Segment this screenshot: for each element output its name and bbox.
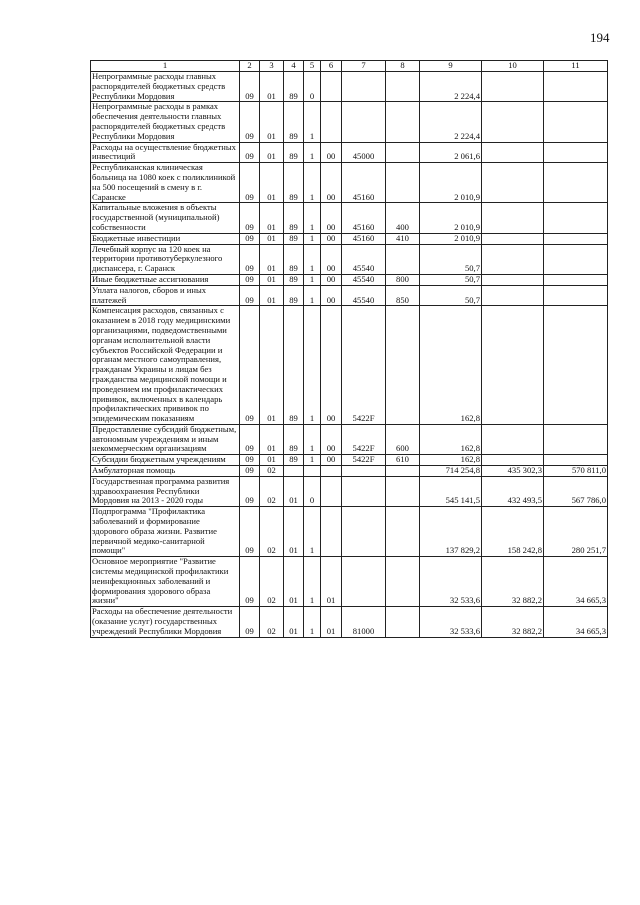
col3-cell: 01: [260, 72, 284, 102]
col2-cell: 09: [240, 142, 260, 163]
col6-cell: 00: [321, 306, 342, 425]
col9-value: 545 141,5: [420, 476, 482, 506]
header-cell: 4: [284, 61, 304, 72]
col8-cell: 800: [386, 274, 420, 285]
col2-cell: 09: [240, 72, 260, 102]
col3-cell: 02: [260, 607, 284, 637]
col9-value: 2 061,6: [420, 142, 482, 163]
col3-cell: 01: [260, 274, 284, 285]
col4-cell: 89: [284, 72, 304, 102]
col8-cell: 600: [386, 424, 420, 454]
col9-value: 50,7: [420, 274, 482, 285]
col6-cell: [321, 507, 342, 557]
col3-cell: 01: [260, 163, 284, 203]
col7-cell: 5422F: [342, 424, 386, 454]
col5-cell: 1: [304, 244, 321, 274]
col2-cell: 09: [240, 507, 260, 557]
table-row: [91, 424, 608, 454]
col8-cell: [386, 72, 420, 102]
col9-value: 32 533,6: [420, 607, 482, 637]
table-row: [91, 203, 608, 233]
header-cell: 9: [420, 61, 482, 72]
col11-value: [544, 244, 608, 274]
col4-cell: 01: [284, 607, 304, 637]
col2-cell: 09: [240, 203, 260, 233]
header-cell: 7: [342, 61, 386, 72]
col8-cell: [386, 466, 420, 477]
col10-value: [482, 424, 544, 454]
col10-value: [482, 306, 544, 425]
col9-value: 2 224,4: [420, 102, 482, 142]
col11-value: [544, 306, 608, 425]
col4-cell: 01: [284, 557, 304, 607]
col10-value: [482, 102, 544, 142]
col2-cell: 09: [240, 424, 260, 454]
table-row: [91, 285, 608, 306]
col8-cell: 610: [386, 455, 420, 466]
col10-value: 432 493,5: [482, 476, 544, 506]
budget-table: [90, 60, 608, 638]
table-row: [91, 466, 608, 477]
col5-cell: 1: [304, 607, 321, 637]
col9-value: 2 010,9: [420, 203, 482, 233]
col7-cell: [342, 476, 386, 506]
col8-cell: [386, 244, 420, 274]
col8-cell: [386, 476, 420, 506]
header-cell: 2: [240, 61, 260, 72]
col2-cell: 09: [240, 274, 260, 285]
col10-value: [482, 274, 544, 285]
col2-cell: 09: [240, 476, 260, 506]
col11-value: [544, 285, 608, 306]
col9-value: 162,8: [420, 424, 482, 454]
col5-cell: 1: [304, 455, 321, 466]
col9-value: 50,7: [420, 244, 482, 274]
col8-cell: [386, 607, 420, 637]
col2-cell: 09: [240, 466, 260, 477]
col8-cell: [386, 557, 420, 607]
col10-value: [482, 72, 544, 102]
col7-cell: 81000: [342, 607, 386, 637]
col8-cell: [386, 507, 420, 557]
col3-cell: 02: [260, 557, 284, 607]
col9-value: 162,8: [420, 306, 482, 425]
col2-cell: 09: [240, 163, 260, 203]
col9-value: 32 533,6: [420, 557, 482, 607]
row-name: Компенсация расходов, связанных с оказанием в 2018 году медицинскими организациями, подведомственными органам исполнительной власти субъектов Российской Федерации и органам местного самоуправления, гражданам Украины и лицам без гражданства медицинской помощи и проведением им профилактических прививок, включенных в календарь профилактических прививок по эпидемическим показаниям: [91, 306, 240, 425]
header-cell: 3: [260, 61, 284, 72]
col5-cell: 1: [304, 424, 321, 454]
col7-cell: [342, 507, 386, 557]
col4-cell: 89: [284, 455, 304, 466]
col10-value: 435 302,3: [482, 466, 544, 477]
col10-value: [482, 142, 544, 163]
col10-value: [482, 203, 544, 233]
table-row: [91, 142, 608, 163]
col10-value: 32 882,2: [482, 607, 544, 637]
col2-cell: 09: [240, 607, 260, 637]
row-name: Республиканская клиническая больница на 1080 коек с поликлиникой на 500 посещений в смену в г. Саранске: [91, 163, 240, 203]
header-cell: 5: [304, 61, 321, 72]
col5-cell: 1: [304, 557, 321, 607]
col6-cell: 00: [321, 274, 342, 285]
col5-cell: 1: [304, 163, 321, 203]
col4-cell: 89: [284, 142, 304, 163]
row-name: Непрограммные расходы главных распорядителей бюджетных средств Республики Мордовия: [91, 72, 240, 102]
col10-value: [482, 244, 544, 274]
col2-cell: 09: [240, 244, 260, 274]
col5-cell: 1: [304, 306, 321, 425]
col6-cell: [321, 466, 342, 477]
row-name: Государственная программа развития здравоохранения Республики Мордовия на 2013 - 2020 годы: [91, 476, 240, 506]
col9-value: 50,7: [420, 285, 482, 306]
col11-value: 280 251,7: [544, 507, 608, 557]
col6-cell: 01: [321, 607, 342, 637]
col7-cell: 5422F: [342, 306, 386, 425]
row-name: Уплата налогов, сборов и иных платежей: [91, 285, 240, 306]
row-name: Расходы на обеспечение деятельности (оказание услуг) государственных учреждений Республики Мордовия: [91, 607, 240, 637]
col5-cell: 1: [304, 102, 321, 142]
col9-value: 2 224,4: [420, 72, 482, 102]
col5-cell: 1: [304, 203, 321, 233]
col11-value: [544, 274, 608, 285]
row-name: Бюджетные инвестиции: [91, 233, 240, 244]
col9-value: 714 254,8: [420, 466, 482, 477]
col8-cell: [386, 163, 420, 203]
col4-cell: 89: [284, 424, 304, 454]
col11-value: [544, 424, 608, 454]
col5-cell: 1: [304, 285, 321, 306]
col7-cell: 45160: [342, 163, 386, 203]
table-row: [91, 102, 608, 142]
col2-cell: 09: [240, 285, 260, 306]
col7-cell: [342, 72, 386, 102]
table-body: [91, 72, 608, 638]
col6-cell: 01: [321, 557, 342, 607]
row-name: Лечебный корпус на 120 коек на территории противотуберкулезного диспансера, г. Саранск: [91, 244, 240, 274]
col3-cell: 01: [260, 306, 284, 425]
row-name: Субсидии бюджетным учреждениям: [91, 455, 240, 466]
col3-cell: 01: [260, 424, 284, 454]
col8-cell: 410: [386, 233, 420, 244]
col4-cell: [284, 466, 304, 477]
col3-cell: 01: [260, 102, 284, 142]
col8-cell: [386, 306, 420, 425]
col11-value: [544, 163, 608, 203]
col11-value: [544, 455, 608, 466]
col11-value: [544, 102, 608, 142]
col2-cell: 09: [240, 455, 260, 466]
col7-cell: 45540: [342, 274, 386, 285]
table-row: [91, 557, 608, 607]
header-cell: 6: [321, 61, 342, 72]
table-row: [91, 455, 608, 466]
table-row: [91, 507, 608, 557]
col3-cell: 01: [260, 244, 284, 274]
col4-cell: 89: [284, 274, 304, 285]
col11-value: 570 811,0: [544, 466, 608, 477]
col10-value: [482, 455, 544, 466]
col7-cell: 45540: [342, 285, 386, 306]
col5-cell: [304, 466, 321, 477]
col9-value: 2 010,9: [420, 233, 482, 244]
row-name: Подпрограмма "Профилактика заболеваний и формирование здорового образа жизни. Развитие первичной медико-санитарной помощи": [91, 507, 240, 557]
col10-value: 32 882,2: [482, 557, 544, 607]
row-name: Амбулаторная помощь: [91, 466, 240, 477]
col6-cell: 00: [321, 285, 342, 306]
header-cell: 1: [91, 61, 240, 72]
row-name: Предоставление субсидий бюджетным, автономным учреждениям и иным некоммерческим организациям: [91, 424, 240, 454]
page-number: 194: [590, 30, 610, 45]
table-row: [91, 244, 608, 274]
col2-cell: 09: [240, 102, 260, 142]
header-cell: 10: [482, 61, 544, 72]
col6-cell: 00: [321, 455, 342, 466]
col4-cell: 01: [284, 476, 304, 506]
table-row: [91, 607, 608, 637]
col11-value: [544, 233, 608, 244]
col8-cell: 400: [386, 203, 420, 233]
table-row: [91, 476, 608, 506]
col9-value: 2 010,9: [420, 163, 482, 203]
col4-cell: 89: [284, 244, 304, 274]
table-row: [91, 163, 608, 203]
col3-cell: 01: [260, 233, 284, 244]
col11-value: [544, 142, 608, 163]
col6-cell: [321, 102, 342, 142]
table-row: [91, 274, 608, 285]
col6-cell: 00: [321, 203, 342, 233]
col4-cell: 89: [284, 163, 304, 203]
col7-cell: 45160: [342, 203, 386, 233]
col7-cell: [342, 466, 386, 477]
col11-value: [544, 203, 608, 233]
col5-cell: 1: [304, 142, 321, 163]
col6-cell: 00: [321, 163, 342, 203]
col5-cell: 1: [304, 233, 321, 244]
col3-cell: 01: [260, 455, 284, 466]
col3-cell: 02: [260, 476, 284, 506]
col5-cell: 0: [304, 72, 321, 102]
col3-cell: 01: [260, 285, 284, 306]
col2-cell: 09: [240, 306, 260, 425]
col7-cell: 5422F: [342, 455, 386, 466]
col8-cell: 850: [386, 285, 420, 306]
col11-value: [544, 72, 608, 102]
col6-cell: [321, 476, 342, 506]
row-name: Иные бюджетные ассигнования: [91, 274, 240, 285]
col10-value: [482, 233, 544, 244]
row-name: Основное мероприятие "Развитие системы медицинской профилактики неинфекционных заболеваний и формирования здорового образа жизни": [91, 557, 240, 607]
col5-cell: 1: [304, 274, 321, 285]
col5-cell: 0: [304, 476, 321, 506]
col11-value: 34 665,3: [544, 557, 608, 607]
col6-cell: 00: [321, 233, 342, 244]
row-name: Непрограммные расходы в рамках обеспечения деятельности главных распорядителей бюджетных средств Республики Мордовия: [91, 102, 240, 142]
col4-cell: 89: [284, 306, 304, 425]
col7-cell: 45160: [342, 233, 386, 244]
table-row: [91, 306, 608, 425]
col2-cell: 09: [240, 233, 260, 244]
col9-value: 137 829,2: [420, 507, 482, 557]
col6-cell: 00: [321, 142, 342, 163]
row-name: Расходы на осуществление бюджетных инвестиций: [91, 142, 240, 163]
col4-cell: 89: [284, 203, 304, 233]
col5-cell: 1: [304, 507, 321, 557]
col3-cell: 02: [260, 466, 284, 477]
col4-cell: 01: [284, 507, 304, 557]
col11-value: 34 665,3: [544, 607, 608, 637]
col4-cell: 89: [284, 285, 304, 306]
col4-cell: 89: [284, 233, 304, 244]
col10-value: [482, 163, 544, 203]
table-row: [91, 72, 608, 102]
col7-cell: [342, 557, 386, 607]
col7-cell: 45000: [342, 142, 386, 163]
col10-value: [482, 285, 544, 306]
col3-cell: 01: [260, 142, 284, 163]
col8-cell: [386, 102, 420, 142]
col9-value: 162,8: [420, 455, 482, 466]
col6-cell: 00: [321, 424, 342, 454]
header-row: [91, 61, 608, 72]
col7-cell: 45540: [342, 244, 386, 274]
header-cell: 11: [544, 61, 608, 72]
col10-value: 158 242,8: [482, 507, 544, 557]
row-name: Капитальные вложения в объекты государственной (муниципальной) собственности: [91, 203, 240, 233]
col2-cell: 09: [240, 557, 260, 607]
col4-cell: 89: [284, 102, 304, 142]
col7-cell: [342, 102, 386, 142]
table-row: [91, 233, 608, 244]
col6-cell: [321, 72, 342, 102]
col3-cell: 02: [260, 507, 284, 557]
header-cell: 8: [386, 61, 420, 72]
col6-cell: 00: [321, 244, 342, 274]
col8-cell: [386, 142, 420, 163]
col3-cell: 01: [260, 203, 284, 233]
col11-value: 567 786,0: [544, 476, 608, 506]
